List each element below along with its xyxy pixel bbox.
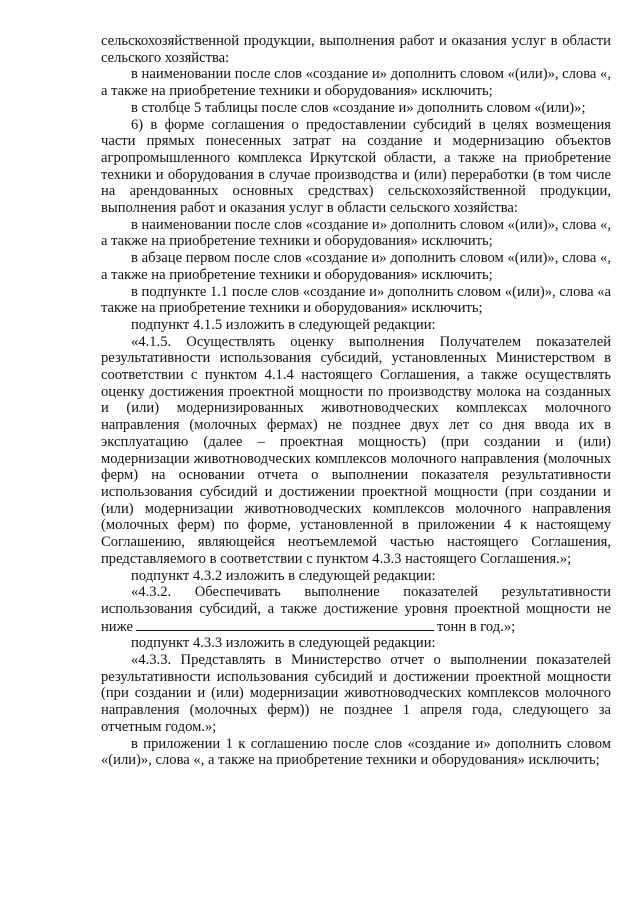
paragraph-13: «4.3.3. Представлять в Министерство отчет о выполнении показателей результативности использования субсидий и достижении проектной мощности (при создании и (или) модернизации животноводческих комплексов молочного направления (молочных ферм)) не позднее 1 апреля года, следующего за отчетным годом.»;: [101, 652, 611, 735]
paragraph-11-tail: тонн в год.»;: [437, 618, 516, 635]
document-body: [101, 33, 611, 769]
paragraph-2: в наименовании после слов «создание и» дополнить словом «(или)», слова «, а также на приобретение техники и оборудования» исключить;: [101, 66, 611, 100]
paragraph-6: в абзаце первом после слов «создание и» дополнить словом «(или)», слова «, а также на приобретение техники и оборудования» исключить;: [101, 250, 611, 283]
fill-in-blank-line: [136, 618, 434, 631]
paragraph-9: «4.1.5. Осуществлять оценку выполнения Получателем показателей результативности использования субсидий, установленных Министерством в соответствии с пунктом 4.1.4 настоящего Соглашения, а также осуществлять оценку достижения проектной мощности по производству молока на созданных и (или) модернизированных животноводческих комплексах молочного направления (молочных фермах) не позднее двух лет со дня ввода их в эксплуатацию (далее – проектная мощность) (при создании и (или) модернизации животноводческих комплексов молочного направления (молочных ферм) на основании отчета о выполнении показателя результативности использования субсидий и достижении проектной мощности (при создании и (или) модернизации животноводческих комплексов молочного направления (молочных ферм) по форме, установленной в приложении 4 к настоящему Соглашению, являющейся неотъемлемой частью настоящего Соглашения, представляемого в соответствии с пунктом 4.3.3 настоящего Соглашения.»;: [101, 333, 611, 567]
paragraph-5: в наименовании после слов «создание и» дополнить словом «(или)», слова «, а также на приобретение техники и оборудования» исключить;: [101, 216, 611, 250]
paragraph-7: в подпункте 1.1 после слов «создание и» дополнить словом «(или)», слова «а также на приобретение техники и оборудования» исключить;: [101, 283, 611, 317]
paragraph-3: в столбце 5 таблицы после слов «создание и» дополнить словом «(или)»;: [131, 99, 586, 116]
paragraph-12: подпункт 4.3.3 изложить в следующей редакции:: [131, 635, 436, 652]
paragraph-11-text: «4.3.2. Обеспечивать выполнение показателей результативности использования субсидий, а также достижение уровня проектной мощности не ниже: [101, 584, 611, 635]
paragraph-14: в приложении 1 к соглашению после слов «создание и» дополнить словом «(или)», слова «, а также на приобретение техники и оборудования» исключить;: [101, 735, 611, 769]
paragraph-4: 6) в форме соглашения о предоставлении субсидий в целях возмещения части прямых понесенных затрат на создание и модернизацию объектов агропромышленного комплекса Иркутской области, а также на приобретение техники и оборудования в случае производства и (или) переработки (в том числе на арендованных основных средствах) сельскохозяйственной продукции, выполнения работ и оказания услуг в области сельского хозяйства:: [101, 116, 611, 217]
paragraph-11: [101, 584, 611, 635]
paragraph-1: сельскохозяйственной продукции, выполнения работ и оказания услуг в области сельского хозяйства:: [101, 33, 611, 66]
paragraph-8: подпункт 4.1.5 изложить в следующей редакции:: [131, 316, 436, 333]
paragraph-10: подпункт 4.3.2 изложить в следующей редакции:: [131, 567, 436, 584]
